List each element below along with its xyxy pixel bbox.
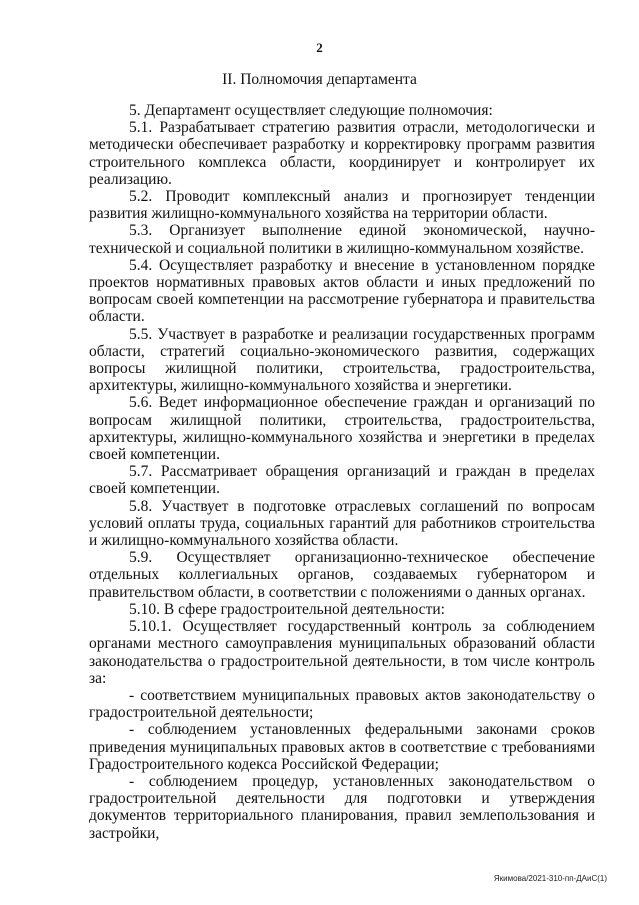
paragraph-5-10: 5.10. В сфере градостроительной деятельности: — [129, 600, 445, 618]
paragraph-5-4: 5.4. Осуществляет разработку и внесение в установленном порядке проектов нормативных правовых актов области и иных предложений по вопросам своей компетенции на рассмотрение губернатора и правительства области. — [89, 256, 595, 326]
paragraph-5-1: 5.1. Разрабатывает стратегию развития отрасли, методологически и методически обеспечивает разработку и корректировку программ развития строительного комплекса области, координирует и контролирует их реализацию. — [89, 119, 595, 188]
paragraph-5-8: 5.8. Участвует в подготовке отраслевых соглашений по вопросам условий оплаты труда, социальных гарантий для работников строительства и жилищно-коммунального хозяйства области. — [89, 497, 595, 550]
list-item-municipal-acts: - соответствием муниципальных правовых актов законодательству о градостроительной деятельности; — [89, 686, 595, 722]
section-title: II. Полномочия департамента — [222, 71, 417, 88]
list-item-deadlines: - соблюдением установленных федеральными законами сроков приведения муниципальных правовых актов в соответствие с требованиями Градостроительного кодекса Российской Федерации; — [89, 721, 595, 773]
page-number: 2 — [316, 40, 323, 55]
paragraph-5-5: 5.5. Участвует в разработке и реализации государственных программ области, стратегий социально-экономического развития, содержащих вопросы жилищной политики, строительства, градостроительства, архитектуры, жилищно-коммунального хозяйства и энергетики. — [89, 325, 595, 395]
footer-reference: Якимова/2021-310-пп-ДАиС(1) — [493, 874, 607, 883]
paragraph-5-2: 5.2. Проводит комплексный анализ и прогнозирует тенденции развития жилищно-коммунального хозяйства на территории области. — [89, 188, 595, 223]
paragraph-5: 5. Департамент осуществляет следующие полномочия: — [129, 102, 493, 119]
paragraph-5-10-1: 5.10.1. Осуществляет государственный контроль за соблюдением органами местного самоуправления муниципальных образований области законодательства о градостроительной деятельности, в том числе контроль за: — [89, 618, 595, 687]
paragraph-5-3: 5.3. Организует выполнение единой экономической, научно-технической и социальной политики в жилищно-коммунальном хозяйстве. — [89, 222, 595, 257]
paragraph-5-7: 5.7. Рассматривает обращения организаций и граждан в пределах своей компетенции. — [89, 463, 595, 498]
paragraph-5-6: 5.6. Ведет информационное обеспечение граждан и организаций по вопросам жилищной политики, строительства, градостроительства, архитектуры, жилищно-коммунального хозяйства и энергетики в пределах своей компетенции. — [89, 394, 595, 464]
document-body — [89, 102, 595, 842]
paragraph-5-9: 5.9. Осуществляет организационно-техническое обеспечение отдельных коллегиальных органов, создаваемых губернатором и правительством области, в соответствии с положениями о данных органах. — [89, 549, 595, 601]
list-item-procedures: - соблюдением процедур, установленных законодательством о градостроительной деятельности для подготовки и утверждения документов территориального планирования, правил землепользования и застройки, — [89, 772, 595, 842]
